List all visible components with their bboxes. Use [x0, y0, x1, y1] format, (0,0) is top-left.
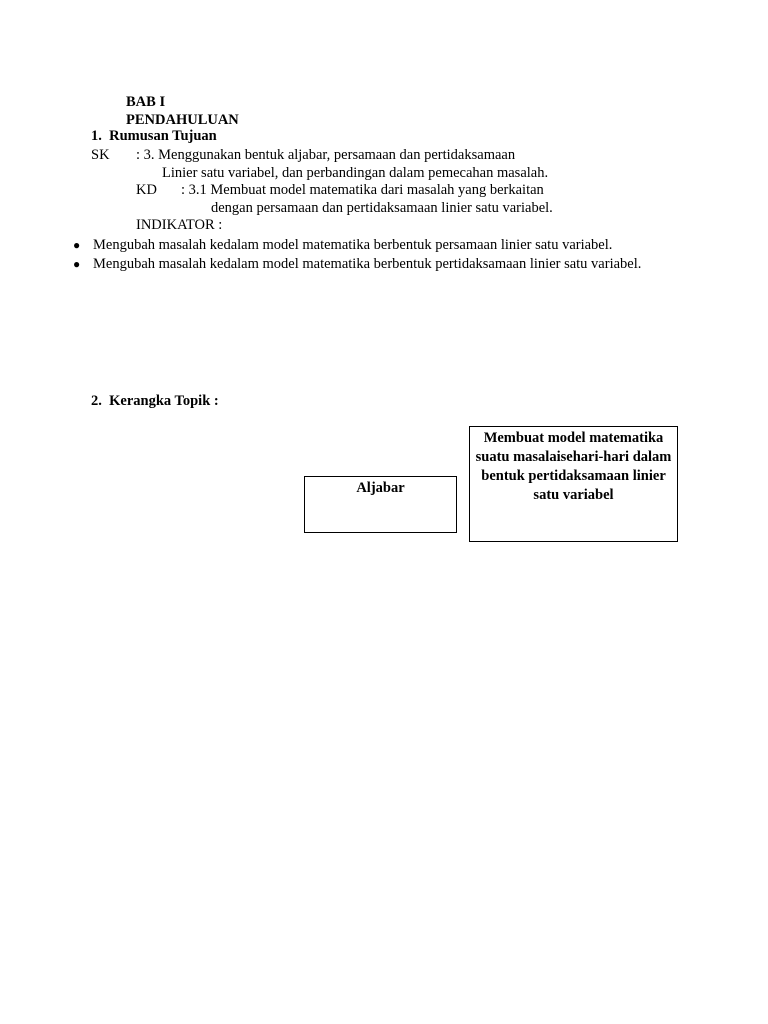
bullet-icon: ● — [73, 238, 81, 252]
chapter-label: BAB I — [126, 94, 166, 110]
indikator-item: Mengubah masalah kedalam model matematika berbentuk pertidaksamaan linier satu variabel. — [93, 256, 642, 272]
section2-heading — [91, 392, 219, 410]
topic-box-aljabar — [304, 476, 457, 533]
topic-box-model-line2: suatu masalaisehari-hari dalam — [475, 449, 672, 465]
topic-box-model-line1: Membuat model matematika — [483, 430, 664, 446]
topic-box-model-line3: bentuk pertidaksamaan linier — [481, 468, 666, 484]
section1-heading — [91, 127, 217, 145]
sk-text-line2: Linier satu variabel, dan perbandingan dalam pemecahan masalah. — [162, 165, 549, 181]
section2-number: 2. — [91, 393, 102, 409]
topic-box-model — [469, 426, 678, 542]
sk-label: SK — [91, 147, 110, 163]
topic-box-aljabar-label: Aljabar — [356, 480, 405, 496]
section2-title: Kerangka Topik : — [109, 393, 219, 409]
sk-text-line1: : 3. Menggunakan bentuk aljabar, persamaan dan pertidaksamaan — [136, 147, 516, 163]
bullet-icon: ● — [73, 257, 81, 271]
indikator-item: Mengubah masalah kedalam model matematika berbentuk persamaan linier satu variabel. — [93, 237, 613, 253]
section1-title: Rumusan Tujuan — [109, 128, 217, 144]
topic-box-model-line4: satu variabel — [533, 487, 614, 503]
chapter-title: PENDAHULUAN — [126, 112, 239, 128]
kd-text-line2: dengan persamaan dan pertidaksamaan linier satu variabel. — [211, 200, 553, 216]
kd-label: KD — [136, 182, 157, 198]
indikator-label: INDIKATOR : — [136, 217, 223, 233]
section1-number: 1. — [91, 128, 102, 144]
kd-text-line1: : 3.1 Membuat model matematika dari masalah yang berkaitan — [181, 182, 544, 198]
